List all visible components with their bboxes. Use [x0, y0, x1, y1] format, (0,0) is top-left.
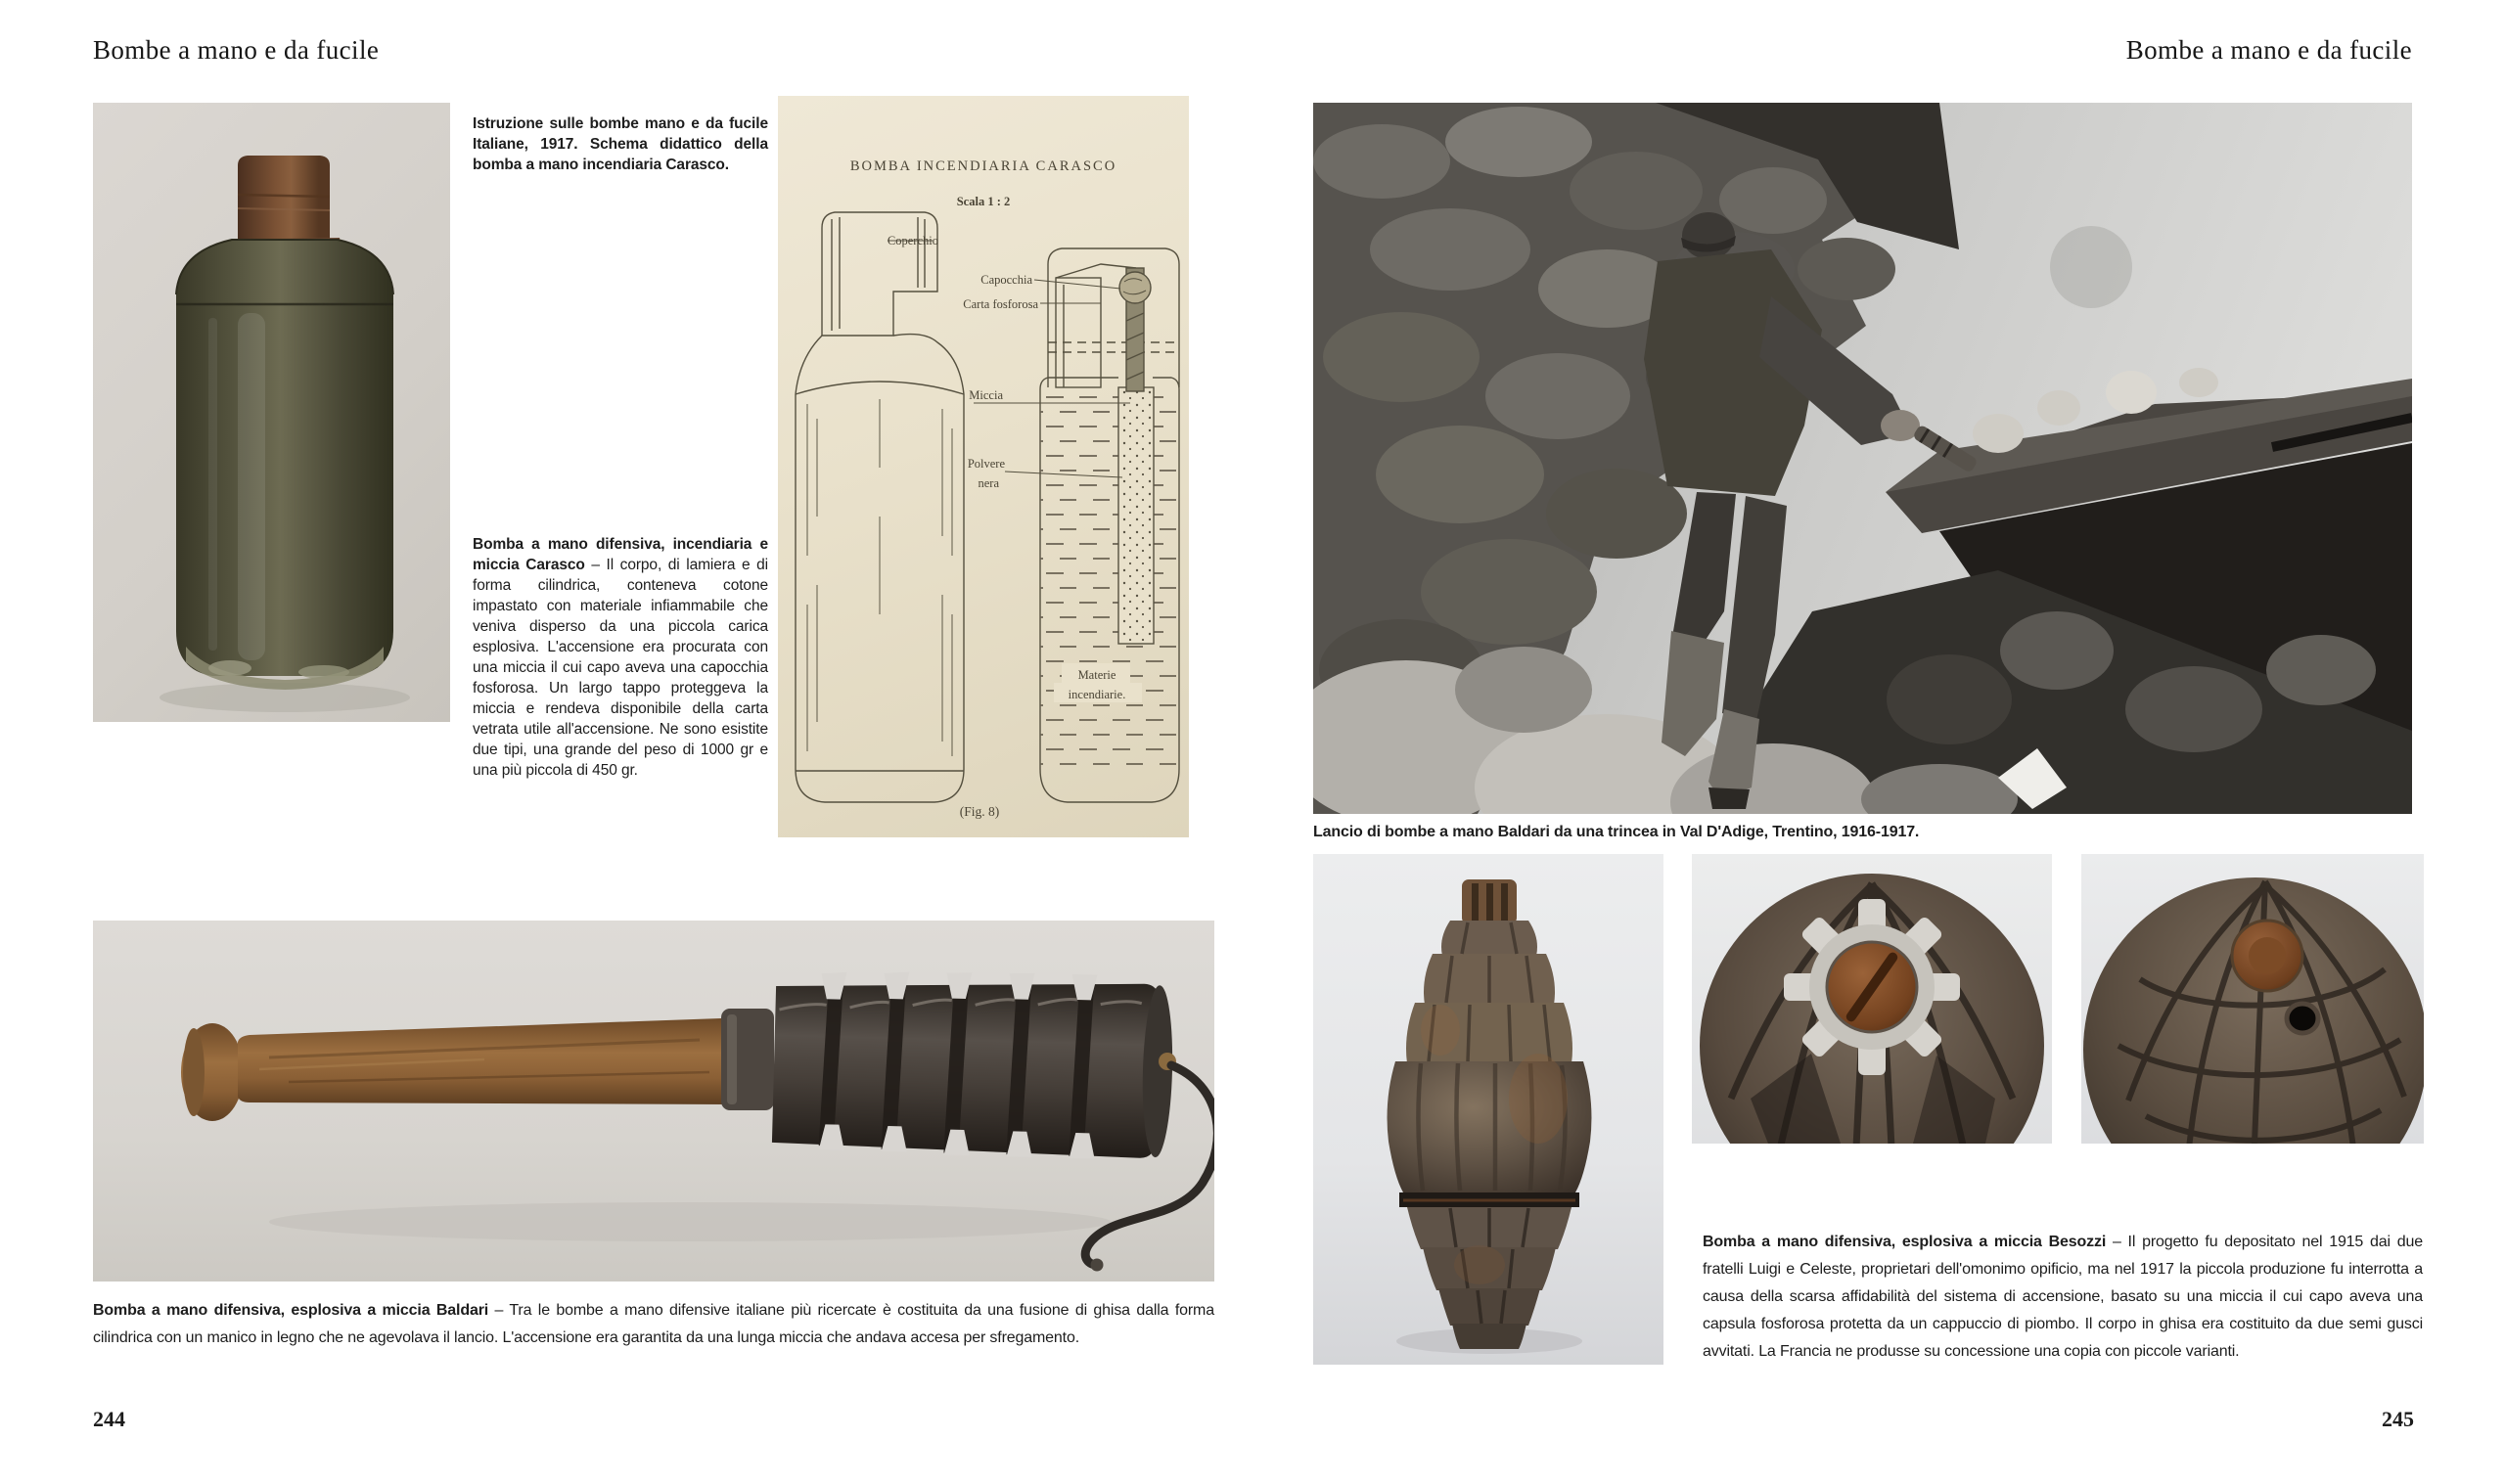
page-number-left: 244 [93, 1407, 125, 1431]
caption-baldari-rest: – Tra le bombe a mano difensive italiane più ricercate è costituita da una fusione di ghisa dalla forma cilindrica con un manico in legno che ne agevolava il lancio. L'accensione era garantita da una lunga miccia che andava accesa per sfregamento. [93, 1302, 1214, 1346]
caption-baldari [93, 1297, 1214, 1352]
diagram-scale-note: Scala 1 : 2 [956, 195, 1011, 208]
photo-besozzi-top-angled [2081, 854, 2424, 1144]
besozzi-side-illustration [1313, 854, 1663, 1365]
diagram-label-coperchio: Coperchio [887, 234, 938, 247]
diagram-fig-number: (Fig. 8) [959, 804, 1000, 819]
trench-scene [1313, 103, 2412, 814]
body-text-carasco-lead: Bomba a mano difensiva, incendiaria e miccia Carasco [473, 536, 768, 573]
photo-besozzi-top-gear [1692, 854, 2052, 1144]
caption-besozzi-lead: Bomba a mano difensiva, esplosiva a miccia Besozzi [1703, 1234, 2107, 1250]
body-text-carasco [473, 534, 768, 781]
photo-trench-grenade-throw [1313, 103, 2412, 814]
running-head-right: Bombe a mano e da fucile [2125, 35, 2412, 65]
diagram-label-miccia: Miccia [969, 388, 1003, 402]
diagram-label-polvere: Polvere [967, 457, 1005, 471]
besozzi-top-gear-illustration [1692, 854, 2052, 1144]
page-number-right: 245 [2382, 1407, 2414, 1431]
diagram-label-carta-fosforosa: Carta fosforosa [963, 297, 1038, 311]
caption-besozzi-rest: – Il progetto fu depositato nel 1915 dai due fratelli Luigi e Celeste, proprietari dell'omonimo opificio, ma nel 1917 la piccola produzione fu interrotta a causa della scarsa affidabilità del sistema di accensione, basato su una miccia il cui capo aveva una capsula fosforosa protetta da un cappuccio di piombo. Il corpo in ghisa era costituito da due semi gusci avvitati. La Francia ne produsse su concessione una copia con piccole varianti. [1703, 1234, 2423, 1360]
diagram-label-nera: nera [978, 476, 999, 490]
diagram-title: BOMBA INCENDIARIA CARASCO [849, 158, 1117, 174]
carasco-grenade-illustration [93, 103, 450, 722]
schematic-carasco-diagram [778, 96, 1189, 837]
photo-besozzi-side [1313, 854, 1663, 1365]
diagram-label-materie: Materie [1077, 668, 1116, 682]
photo-baldari-grenade [93, 921, 1214, 1282]
photo-carasco-grenade [93, 103, 450, 722]
carasco-schematic-drawing [778, 96, 1189, 837]
caption-trench: Lancio di bombe a mano Baldari da una trincea in Val D'Adige, Trentino, 1916-1917. [1313, 824, 1920, 840]
running-head-left: Bombe a mano e da fucile [93, 35, 380, 65]
caption-instruction: Istruzione sulle bombe mano e da fucile Italiane, 1917. Schema didattico della bomba a mano incendiaria Carasco. [473, 115, 768, 173]
caption-baldari-lead: Bomba a mano difensiva, esplosiva a miccia Baldari [93, 1302, 489, 1319]
page-left [0, 0, 1252, 1484]
besozzi-top-angled-illustration [2081, 854, 2424, 1144]
baldari-grenade-illustration [93, 921, 1214, 1282]
diagram-label-incendiarie: incendiarie. [1068, 688, 1126, 701]
page-right [1252, 0, 2505, 1484]
body-text-carasco-rest: – Il corpo, di lamiera e di forma cilindrica, conteneva cotone impastato con materiale infiammabile che veniva disperso da una piccola carica esplosiva. L'accensione era procurata con una miccia il cui capo aveva una capocchia fosforosa. Un largo tappo proteggeva la miccia e rendeva disponibile della carta vetrata utile all'accensione. Ne sono esistite due tipi, una grande del peso di 1000 gr e una più piccola di 450 gr. [473, 557, 768, 779]
diagram-label-capocchia: Capocchia [980, 273, 1032, 287]
caption-besozzi [1703, 1229, 2423, 1366]
